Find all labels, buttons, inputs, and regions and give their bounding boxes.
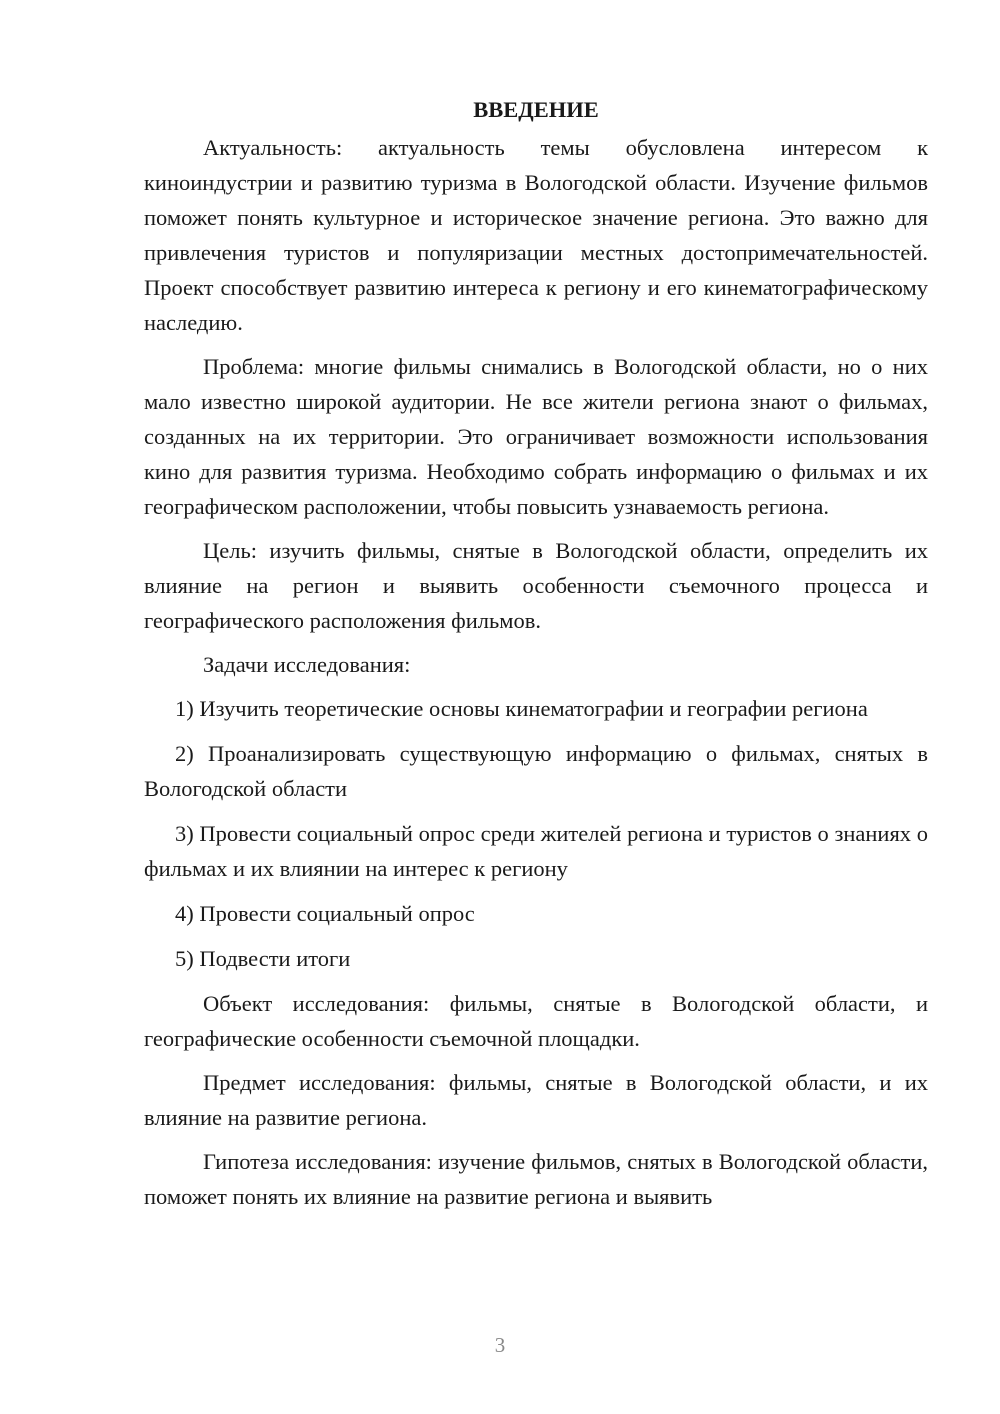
paragraph-goal: Цель: изучить фильмы, снятые в Вологодской области, определить их влияние на регион и выявить особенности съемочного процесса и географического расположения фильмов. xyxy=(144,538,928,633)
paragraph-relevance: Актуальность: актуальность темы обусловлена интересом к киноиндустрии и развитию туризма в Вологодской области. Изучение фильмов поможет понять культурное и историческое значение региона. Это важно для привлечения туристов и популяризации местных достопримечательностей. Проект способствует развитию интереса к региону и его кинематографическому наследию. xyxy=(144,135,928,335)
paragraph-object: Объект исследования: фильмы, снятые в Вологодской области, и географические особенности съемочной площадки. xyxy=(144,991,928,1051)
paragraph-subject: Предмет исследования: фильмы, снятые в Вологодской области, и их влияние на развитие региона. xyxy=(144,1070,928,1130)
task-item-3: 3) Провести социальный опрос среди жителей региона и туристов о знаниях о фильмах и их влиянии на интерес к региону xyxy=(144,821,928,881)
document-body xyxy=(144,92,928,1223)
task-item-1: 1) Изучить теоретические основы кинематографии и географии региона xyxy=(175,696,868,721)
paragraph-tasks-heading: Задачи исследования: xyxy=(203,652,411,677)
paragraph-hypothesis: Гипотеза исследования: изучение фильмов, снятых в Вологодской области, поможет понять их влияние на развитие региона и выявить xyxy=(144,1149,928,1209)
section-title: ВВЕДЕНИЕ xyxy=(473,97,599,122)
task-item-4: 4) Провести социальный опрос xyxy=(175,901,475,926)
task-item-2: 2) Проанализировать существующую информацию о фильмах, снятых в Вологодской области xyxy=(144,741,928,801)
page-number: 3 xyxy=(494,1333,506,1357)
paragraph-problem: Проблема: многие фильмы снимались в Вологодской области, но о них мало известно широкой аудитории. Не все жители региона знают о фильмах, созданных на их территории. Это ограничивает возможности использования кино для развития туризма. Необходимо собрать информацию о фильмах и их географическом расположении, чтобы повысить узнаваемость региона. xyxy=(144,354,928,519)
task-item-5: 5) Подвести итоги xyxy=(175,946,351,971)
